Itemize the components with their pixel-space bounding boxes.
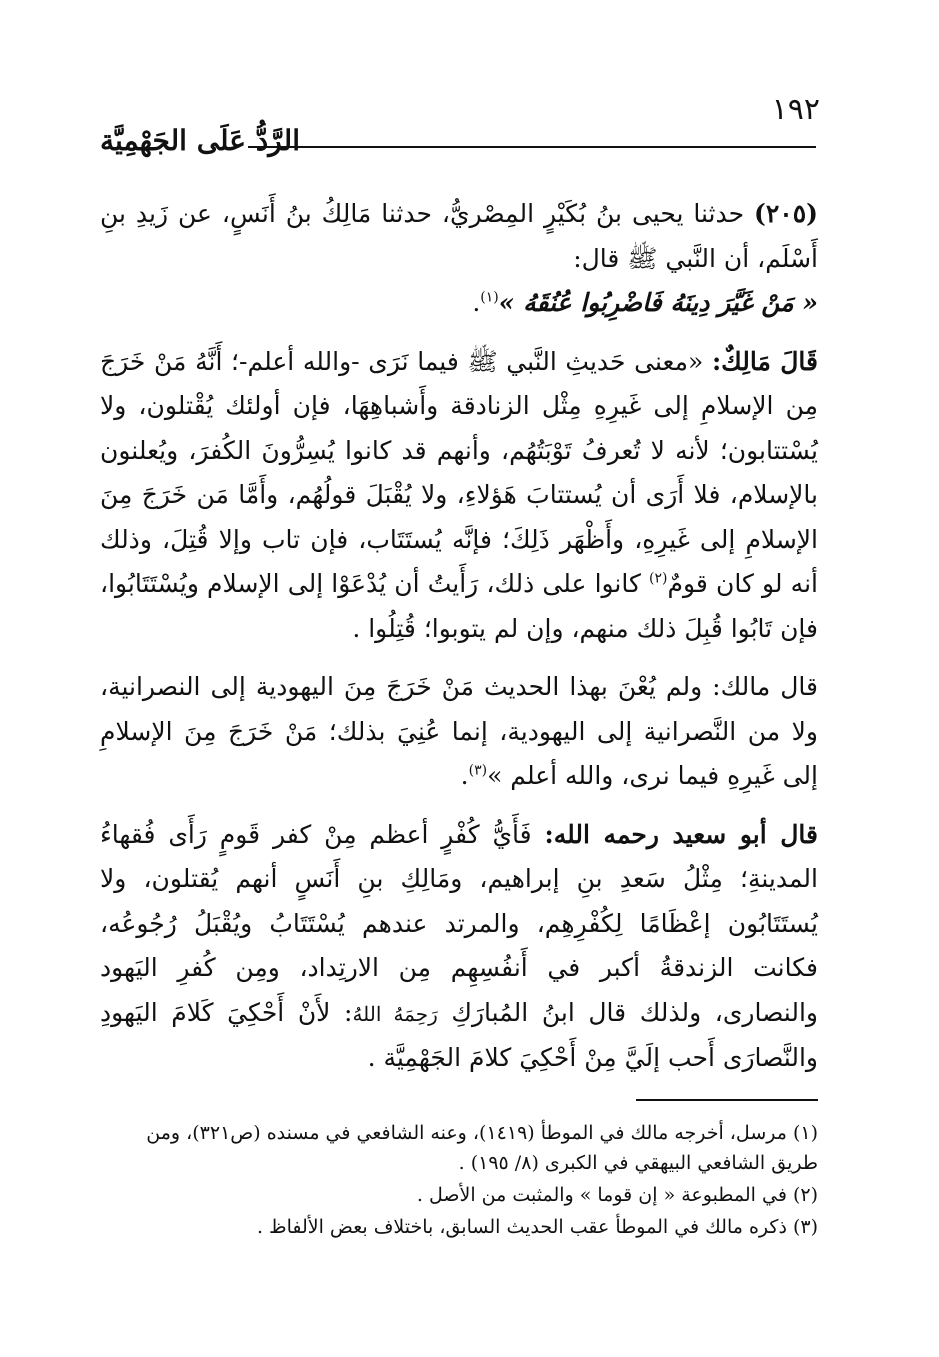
header-rule xyxy=(248,146,816,148)
abu-said-lead: قال أبو سعيد رحمه الله: xyxy=(544,819,818,849)
page-header xyxy=(100,88,820,168)
malik-commentary-text-b: كانوا على ذلك، رَأَيتُ أن يُدْعَوْا إلى الإسلام ويُسْتَتَابُوا، فإن تَابُوا قُبِلَ ذلك منهم، وإن لم يتوبوا؛ قُتِلُوا . xyxy=(100,569,818,643)
footnote-3: (٣) ذكره مالك في الموطأ عقب الحديث السابق، باختلاف بعض الألفاظ . xyxy=(256,1216,818,1238)
footnote-1: (١) مرسل، أخرجه مالك في الموطأ (١٤١٩)، وعنه الشافعي في مسنده (ص٣٢١)، ومن طريق الشافعي البيهقي في الكبرى (٨/ ١٩٥) . xyxy=(146,1122,818,1174)
hadith-matn: « مَنْ غَيَّرَ دِينَهُ فَاضْرِبُوا عُنُقَهُ » xyxy=(498,288,818,317)
malik-commentary-text-a: «معنى حَديثِ النَّبي ﷺ فيما نَرَى -والله أعلم-؛ أَنَّهُ مَنْ خَرَجَ مِن الإسلامِ إلى غَيرِهِ مِثْل الزنادقة وأَشباهِهَا، فإن أولئك يُقْتلون، ولا يُسْتتابون؛ لأنه لا تُعرفُ تَوْبَتُهُم، وأنهم قد كانوا يُسِرُّونَ الكُفرَ، ويُعلنون بالإسلام، فلا أَرَى أن يُستتابَ هَؤلاءِ، ولا يُقْبَلَ قولُهُم، وأَمَّا مَن خَرَجَ مِنَ الإسلامِ إلى غَيرِهِ، وأَظْهَر ذَلِكَ؛ فإنَّه يُستَتَاب، فإن تاب وإلا قُتِلَ، وذلك أنه لو كان قومٌ xyxy=(100,346,818,598)
running-title: الرَّدُّ عَلَى الجَهْمِيَّة xyxy=(100,124,300,157)
hadith-matn-paragraph xyxy=(100,281,818,326)
hadith-isnad: حدثنا يحيى بنُ بُكَيْرٍ المِصْريُّ، حدثنا مَالِكُ بنُ أَنَسٍ، عن زَيدِ بنِ أَسْلَم، أن النَّبي ﷺ قال: xyxy=(100,199,818,273)
hadith-isnad-paragraph xyxy=(100,192,818,281)
honorific-rahimahullah: رَحِمَهُ اللهُ xyxy=(352,1001,438,1026)
main-text xyxy=(100,192,818,1081)
abu-said-paragraph xyxy=(100,813,818,1081)
abu-said-text-a: فَأَيُّ كُفْرٍ أعظم مِنْ كفر قَومٍ رَأَى فُقهاءُ المدينةِ؛ مِثْلُ سَعدِ بنِ إبراهيم، ومَالِكِ بنِ أَنَسٍ أنهم يُقتلون، ولا يُستَتَابُون إعْظَامًا لِكُفْرِهِم، والمرتد عندهم يُسْتَتَابُ ويُقْبَلُ رُجُوعُه، فكانت الزندقةُ أكبر في أَنفُسِهِم مِن الارتِداد، ومِن كُفرِ اليَهود والنصارى، ولذلك قال ابنُ المُبارَكِ xyxy=(100,819,818,1027)
hadith-number: (٢٠٥) xyxy=(754,199,818,228)
footnote-ref-3: (٣) xyxy=(468,762,488,779)
footnote-ref-2: (٢) xyxy=(649,570,668,587)
footnote-ref-1: (١) xyxy=(480,289,499,306)
malik-second-end: . xyxy=(460,761,469,790)
page-number: ١٩٢ xyxy=(771,92,820,127)
abu-said-text-b: : لأَنْ أَحْكِيَ كَلامَ اليَهودِ والنَّصارَى أَحب إلَيَّ مِنْ أَحْكِيَ كلامَ الجَهْمِيَّة . xyxy=(100,997,818,1072)
malik-lead: قَالَ مَالِكٌ: xyxy=(711,346,818,376)
hadith-matn-end: . xyxy=(472,288,481,317)
malik-second-paragraph xyxy=(100,665,818,799)
footnote-rule xyxy=(636,1099,818,1101)
malik-second-text: قال مالك: ولم يُعْنَ بهذا الحديث مَنْ خَرَجَ مِنَ اليهودية إلى النصرانية، ولا من النَّصرانية إلى اليهودية، إنما عُنِيَ بذلك؛ مَنْ خَرَجَ مِنَ الإسلامِ إلى غَيرِهِ فيما نرى، والله أعلم » xyxy=(100,672,818,790)
footnotes xyxy=(100,1118,818,1244)
malik-commentary-paragraph xyxy=(100,340,818,652)
footnote-2: (٢) في المطبوعة « إن قوما » والمثبت من الأصل . xyxy=(416,1184,818,1206)
